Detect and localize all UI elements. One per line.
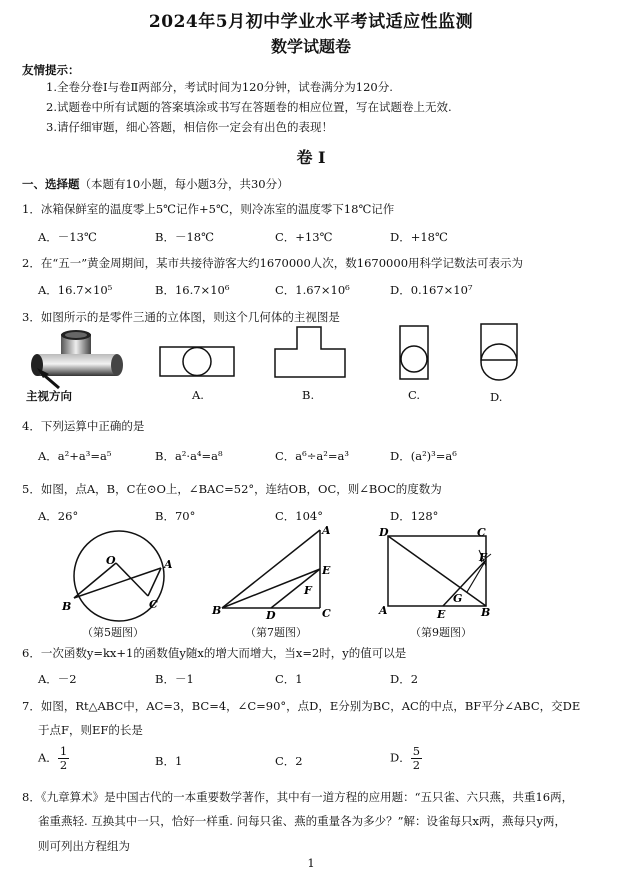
q3-option-a: A. <box>192 388 204 402</box>
tip-item: 1.全卷分卷Ⅰ与卷Ⅱ两部分，考试时间为120分钟，试卷满分为120分. <box>46 80 393 94</box>
q5-option-d: D．128° <box>390 509 439 523</box>
fig9-label-g: G <box>453 592 463 605</box>
q6-option-d: D．2 <box>390 672 419 686</box>
q4-option-a: A．a²+a³=a⁵ <box>38 449 112 463</box>
fig7-label-f: F <box>304 584 312 597</box>
tips-label: 友情提示： <box>22 63 80 77</box>
fig5-label-c: C <box>149 598 158 611</box>
q7-option-d-fraction <box>411 745 422 772</box>
fig9-label-e: E <box>437 608 446 621</box>
question-8-line2: 雀重燕轻. 互换其中一只，恰好一样重. 问每只雀、燕的重量各为多少？”解：设雀每只x两，燕每只y两， <box>38 814 566 828</box>
question-1: 1．冰箱保鲜室的温度零上5℃记作+5℃，则冷冻室的温度零下18℃记作 <box>22 202 395 216</box>
figure-9-caption: （第9题图） <box>410 626 472 639</box>
question-5: 5．如图，点A，B，C在⊙O上，∠BAC=52°，连结OB，OC，则∠BOC的度数为 <box>22 482 442 496</box>
view-direction-label: 主视方向 <box>26 389 72 403</box>
q7-option-c: C．2 <box>275 754 303 768</box>
question-2: 2．在“五一”黄金周期间，某市共接待游客大约1670000人次，数1670000用科学记数法可表示为 <box>22 256 524 270</box>
figure-9 <box>375 526 495 622</box>
q6-option-b: B．－1 <box>155 672 194 686</box>
q4-option-c: C．a⁶÷a²=a³ <box>275 449 349 463</box>
fig9-label-c: C <box>477 526 486 539</box>
figure-5 <box>58 528 180 624</box>
question-8-line3: 则可列出方程组为 <box>38 839 130 853</box>
q3-figure-b <box>273 325 347 380</box>
fig7-label-e: E <box>322 564 331 577</box>
fig7-label-a: A <box>322 524 331 537</box>
q7-option-b: B．1 <box>155 754 183 768</box>
figure-7-caption: （第7题图） <box>245 626 307 639</box>
fraction-numerator: 5 <box>412 744 421 758</box>
page-title: 2024年5月初中学业水平考试适应性监测 <box>148 12 474 32</box>
fraction-denominator: 2 <box>412 758 421 772</box>
q7-option-a <box>38 745 69 772</box>
q2-option-c: C．1.67×10⁶ <box>275 283 350 297</box>
q7-option-a-label: A． <box>38 750 58 765</box>
q7-option-d-label: D． <box>390 750 411 765</box>
part-note: （本题有10小题，每小题3分，共30分） <box>79 177 289 191</box>
q5-option-c: C．104° <box>275 509 323 523</box>
q1-option-a: A．－13℃ <box>38 230 97 244</box>
q1-option-d: D．+18℃ <box>390 230 448 244</box>
question-7-line2: 于点F，则EF的长是 <box>38 723 143 737</box>
fig9-label-f: F <box>479 551 487 564</box>
fraction-numerator: 1 <box>59 744 68 758</box>
q7-option-a-fraction <box>58 745 69 772</box>
tip-item: 2.试题卷中所有试题的答案填涂或书写在答题卷的相应位置，写在试题卷上无效. <box>46 100 452 114</box>
fig9-label-d: D <box>379 526 389 539</box>
q3-option-c: C. <box>408 388 421 402</box>
part-heading <box>22 176 289 192</box>
q7-option-d <box>390 745 422 772</box>
q4-option-b: B．a²·a⁴=a⁸ <box>155 449 223 463</box>
q1-option-b: B．－18℃ <box>155 230 214 244</box>
figure-5-caption: （第5题图） <box>82 626 144 639</box>
question-7-line1: 7．如图，Rt△ABC中，AC=3，BC=4，∠C=90°，点D，E分别为BC，AC的中点，BF平分∠ABC，交DE <box>22 699 581 713</box>
question-8-line1: 8．《九章算术》是中国古代的一本重要数学著作，其中有一道方程的应用题：“五只雀、六只燕，共重16两， <box>22 790 574 804</box>
q3-figure-a <box>158 345 238 379</box>
q5-option-a: A．26° <box>38 509 79 523</box>
page-subtitle: 数学试题卷 <box>270 37 351 56</box>
q3-option-d: D. <box>490 390 503 404</box>
page-number: 1 <box>307 856 315 870</box>
q4-option-d: D．(a²)³=a⁶ <box>390 449 457 463</box>
fig5-label-b: B <box>62 600 72 613</box>
q2-option-b: B．16.7×10⁶ <box>155 283 230 297</box>
fig5-label-a: A <box>164 558 173 571</box>
fig9-label-a: A <box>379 604 388 617</box>
fig9-label-b: B <box>481 606 491 619</box>
q6-option-c: C．1 <box>275 672 303 686</box>
part-label: 一、选择题 <box>22 177 80 191</box>
fig5-label-o: O <box>106 554 116 567</box>
fig7-label-c: C <box>322 607 331 620</box>
q3-option-b: B. <box>302 388 315 402</box>
q2-option-d: D．0.167×10⁷ <box>390 283 473 297</box>
q2-option-a: A．16.7×10⁵ <box>38 283 113 297</box>
figure-7 <box>210 522 338 622</box>
question-3: 3．如图所示的是零件三通的立体图，则这个几何体的主视图是 <box>22 310 340 324</box>
question-4: 4．下列运算中正确的是 <box>22 419 145 433</box>
q1-option-c: C．+13℃ <box>275 230 333 244</box>
fig7-label-b: B <box>212 604 222 617</box>
section-title: 卷 I <box>296 148 326 167</box>
fraction-denominator: 2 <box>59 758 68 772</box>
q6-option-a: A．－2 <box>38 672 77 686</box>
fig7-label-d: D <box>266 609 276 622</box>
q3-figure-c <box>398 324 432 381</box>
question-6: 6．一次函数y=kx+1的函数值y随x的增大而增大，当x=2时，y的值可以是 <box>22 646 407 660</box>
q3-figure-d <box>478 322 522 384</box>
q5-option-b: B．70° <box>155 509 196 523</box>
tip-item: 3.请仔细审题，细心答题，相信你一定会有出色的表现！ <box>46 120 333 134</box>
